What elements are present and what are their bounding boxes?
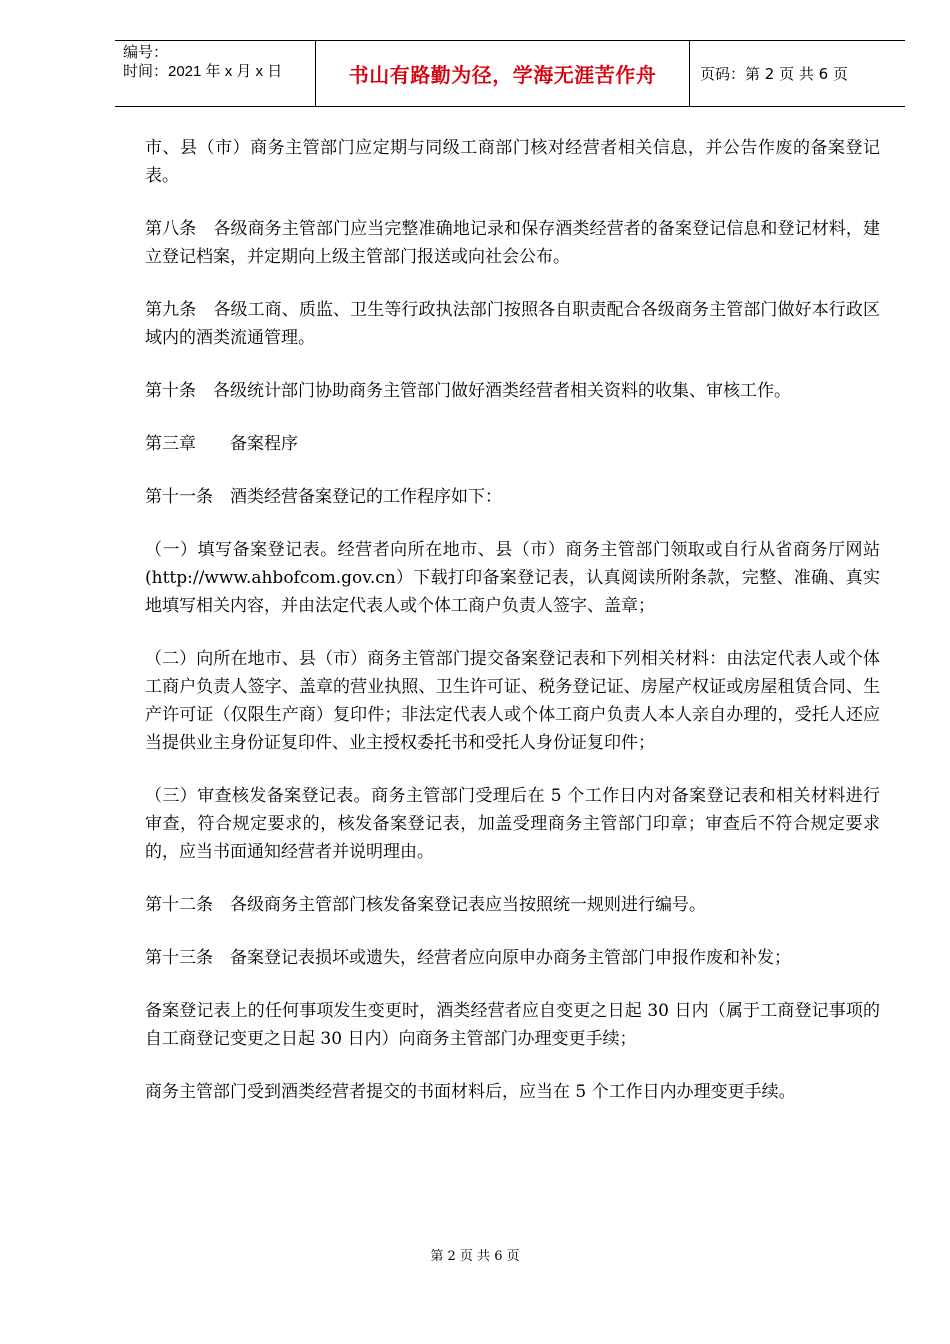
header-motto: 书山有路勤为径，学海无涯苦作舟 <box>348 63 657 87</box>
chapter-heading: 第三章 备案程序 <box>145 434 298 454</box>
footer-page-number: 第 2 页 共 6 页 <box>430 1249 520 1264</box>
document-number-label: 编号： <box>123 44 169 61</box>
document-time-label: 时间：2021 年 x 月 x 日 <box>123 63 283 80</box>
header-page-info: 页码：第 2 页 共 6 页 <box>700 65 848 83</box>
header-motto-cell <box>316 41 690 106</box>
procedure-step-1: （一）填写备案登记表。经营者向所在地市、县（市）商务主管部门领取或自行从省商务厅网站(http://www.ahbofcom.gov.cn）下载打印备案登记表，认真阅读所附条款，完整、准确、真实地填写相关内容，并由法定代表人或个体工商户负责人签字、盖章； <box>145 540 880 616</box>
paragraph: 备案登记表上的任何事项发生变更时，酒类经营者应自变更之日起 30 日内（属于工商登记事项的自工商登记变更之日起 30 日内）向商务主管部门办理变更手续； <box>145 1001 880 1049</box>
article-9: 第九条 各级工商、质监、卫生等行政执法部门按照各自职责配合各级商务主管部门做好本行政区域内的酒类流通管理。 <box>145 300 880 348</box>
article-12: 第十二条 各级商务主管部门核发备案登记表应当按照统一规则进行编号。 <box>145 895 706 915</box>
paragraph: 市、县（市）商务主管部门应定期与同级工商部门核对经营者相关信息，并公告作废的备案登记表。 <box>145 138 880 186</box>
article-13: 第十三条 备案登记表损坏或遗失，经营者应向原申办商务主管部门申报作废和补发； <box>145 948 791 968</box>
page-footer <box>0 1245 950 1264</box>
procedure-step-3: （三）审查核发备案登记表。商务主管部门受理后在 5 个工作日内对备案登记表和相关材料进行审查，符合规定要求的，核发备案登记表，加盖受理商务主管部门印章；审查后不符合规定要求的，应当书面通知经营者并说明理由。 <box>145 786 880 862</box>
header-page-cell <box>690 41 905 106</box>
article-8: 第八条 各级商务主管部门应当完整准确地记录和保存酒类经营者的备案登记信息和登记材料，建立登记档案，并定期向上级主管部门报送或向社会公布。 <box>145 219 880 267</box>
document-body <box>145 134 880 1131</box>
paragraph: 商务主管部门受到酒类经营者提交的书面材料后，应当在 5 个工作日内办理变更手续。 <box>145 1082 796 1102</box>
article-10: 第十条 各级统计部门协助商务主管部门做好酒类经营者相关资料的收集、审核工作。 <box>145 381 791 401</box>
procedure-step-2: （二）向所在地市、县（市）商务主管部门提交备案登记表和下列相关材料：由法定代表人或个体工商户负责人签字、盖章的营业执照、卫生许可证、税务登记证、房屋产权证或房屋租赁合同、生产许可证（仅限生产商）复印件；非法定代表人或个体工商户负责人本人亲自办理的，受托人还应当提供业主身份证复印件、业主授权委托书和受托人身份证复印件； <box>145 649 880 753</box>
page-header <box>115 40 905 107</box>
header-meta <box>115 41 316 106</box>
article-11: 第十一条 酒类经营备案登记的工作程序如下： <box>145 487 502 507</box>
